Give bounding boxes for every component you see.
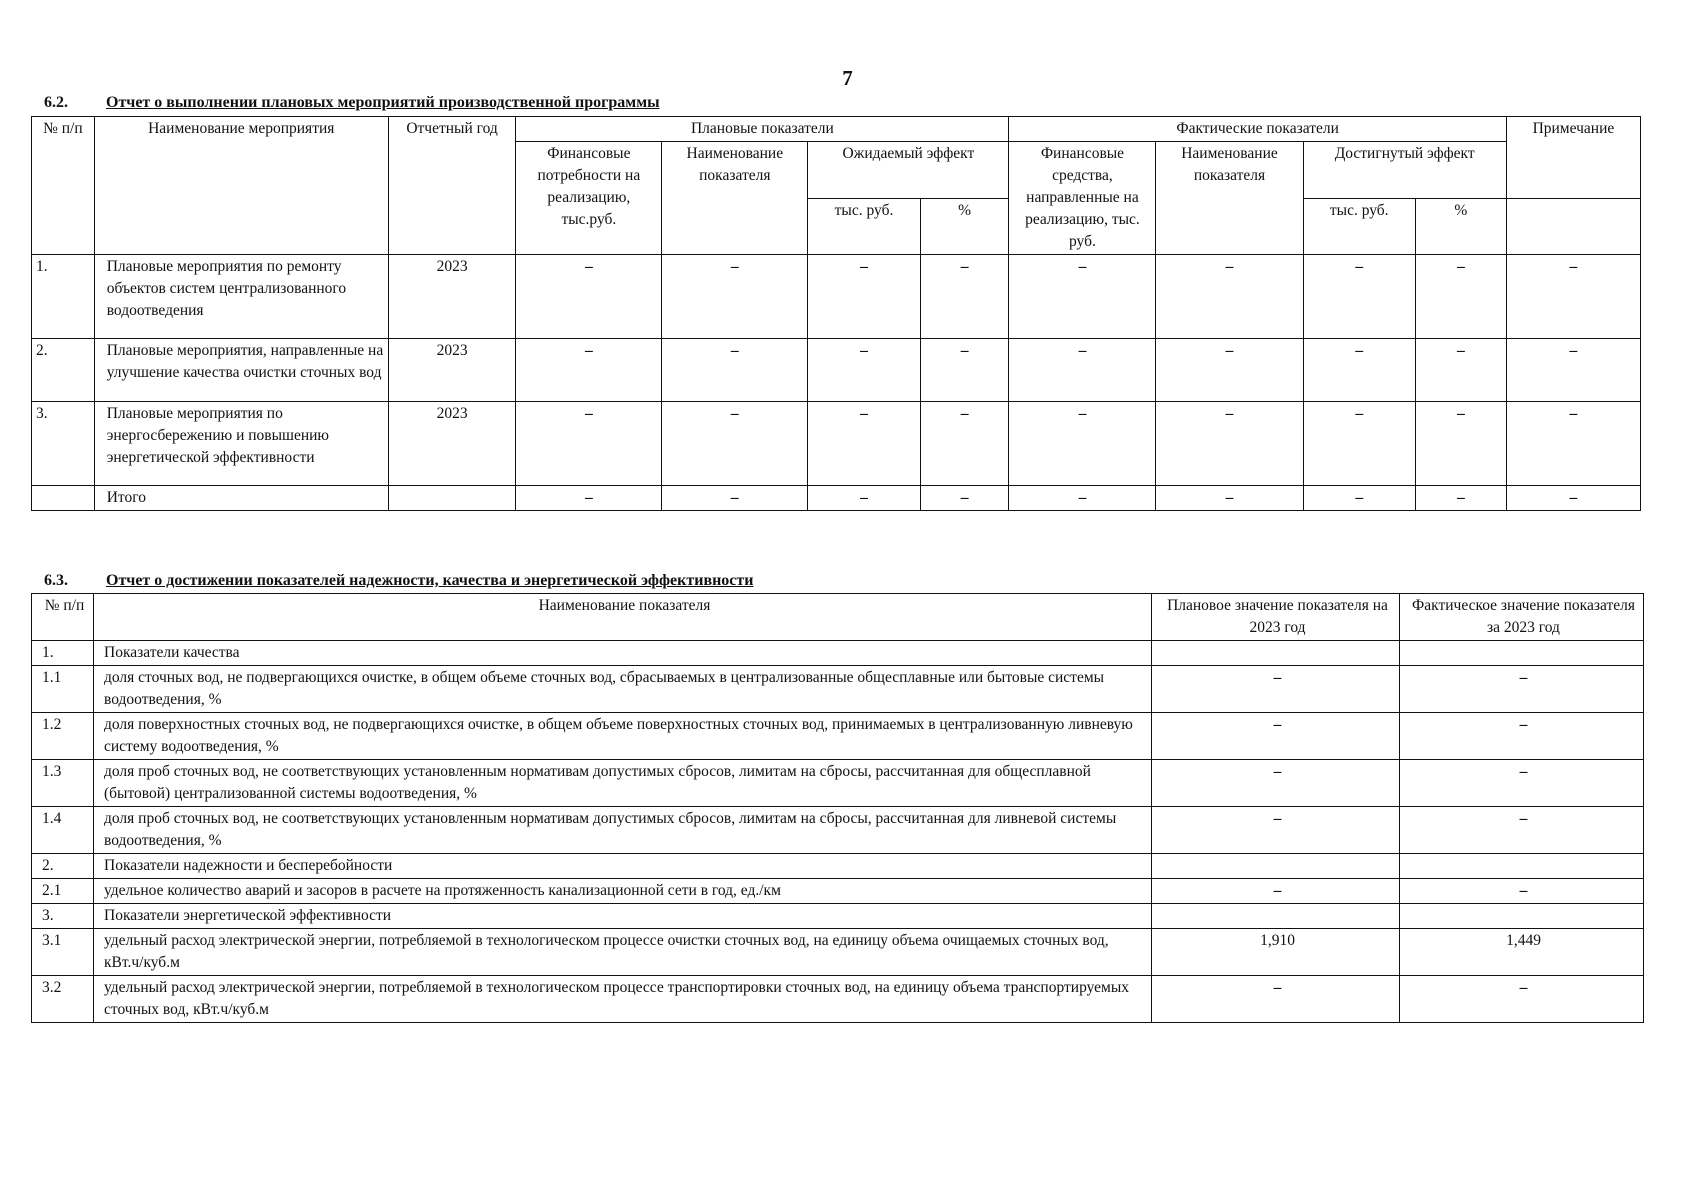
table-row-total (32, 486, 1641, 511)
row-fact: – (1400, 807, 1644, 854)
row-plan (1152, 854, 1400, 879)
cell: – (1303, 402, 1415, 486)
table-row (32, 402, 1641, 486)
table-row (32, 879, 1644, 904)
header-plan-ind: Наименование показателя (662, 142, 808, 255)
header-fact-effect-rub: тыс. руб. (1303, 198, 1415, 255)
page-number: 7 (842, 66, 853, 90)
header-planned: Плановые показатели (516, 117, 1009, 142)
cell: – (1506, 339, 1640, 402)
cell: – (1156, 402, 1303, 486)
row-num: 3. (32, 904, 94, 929)
row-num: 3.2 (32, 976, 94, 1023)
row-name: удельный расход электрической энергии, потребляемой в технологическом процессе транспортировки сточных вод, на единицу объема транспортируемых сточных вод, кВт.ч/куб.м (94, 976, 1152, 1023)
row-plan: – (1152, 760, 1400, 807)
row-plan: – (1152, 666, 1400, 713)
table-row (32, 666, 1644, 713)
cell: – (1009, 486, 1156, 511)
row-name: удельное количество аварий и засоров в расчете на протяженность канализационной сети в год, ед./км (94, 879, 1152, 904)
row-name: Показатели надежности и бесперебойности (94, 854, 1152, 879)
header-fact-fin: Финансовые средства, направленные на реализацию, тыс. руб. (1009, 142, 1156, 255)
table-row (32, 807, 1644, 854)
header-plan: Плановое значение показателя на 2023 год (1152, 594, 1400, 641)
total-label: Итого (94, 486, 388, 511)
cell: – (920, 339, 1009, 402)
row-num: 1.3 (32, 760, 94, 807)
cell: – (1009, 255, 1156, 339)
row-year (388, 486, 516, 511)
row-num: 3. (32, 402, 95, 486)
row-year: 2023 (388, 255, 516, 339)
section-title-text: Отчет о достижении показателей надежности, качества и энергетической эффективности (106, 572, 754, 589)
section-number: 6.3. (44, 572, 68, 589)
table-row (32, 854, 1644, 879)
row-num: 1.2 (32, 713, 94, 760)
row-num: 1. (32, 641, 94, 666)
table-row (32, 255, 1641, 339)
cell: – (808, 486, 920, 511)
row-fact (1400, 854, 1644, 879)
row-name: Плановые мероприятия, направленные на улучшение качества очистки сточных вод (94, 339, 388, 402)
cell: – (1303, 255, 1415, 339)
cell: – (1506, 486, 1640, 511)
row-num: 1.1 (32, 666, 94, 713)
row-plan: – (1152, 713, 1400, 760)
row-num: 1. (32, 255, 95, 339)
row-name: Плановые мероприятия по ремонту объектов систем централизованного водоотведения (94, 255, 388, 339)
cell: – (1156, 339, 1303, 402)
section-6-3-title (44, 572, 753, 590)
cell: – (1506, 402, 1640, 486)
cell: – (1009, 402, 1156, 486)
row-fact (1400, 904, 1644, 929)
section-title-text: Отчет о выполнении плановых мероприятий производственной программы (106, 94, 660, 111)
table-row (32, 713, 1644, 760)
header-name: Наименование показателя (94, 594, 1152, 641)
row-plan: – (1152, 807, 1400, 854)
row-plan (1152, 641, 1400, 666)
cell: – (1303, 486, 1415, 511)
table-row (32, 760, 1644, 807)
cell: – (920, 486, 1009, 511)
header-actual: Фактические показатели (1009, 117, 1506, 142)
table-row (32, 339, 1641, 402)
row-fact: – (1400, 760, 1644, 807)
cell: – (516, 339, 662, 402)
cell: – (662, 486, 808, 511)
cell: – (662, 255, 808, 339)
row-name: Плановые мероприятия по энергосбережению и повышению энергетической эффективности (94, 402, 388, 486)
row-name: доля проб сточных вод, не соответствующих установленным нормативам допустимых сбросов, лимитам на сбросы, рассчитанная для ливневой системы водоотведения, % (94, 807, 1152, 854)
cell: – (1415, 402, 1506, 486)
header-fact: Фактическое значение показателя за 2023 год (1400, 594, 1644, 641)
row-name: Показатели энергетической эффективности (94, 904, 1152, 929)
planned-measures-table (31, 116, 1641, 511)
cell: – (662, 339, 808, 402)
header-num: № п/п (32, 117, 95, 255)
header-plan-effect-rub: тыс. руб. (808, 198, 920, 255)
row-fact: 1,449 (1400, 929, 1644, 976)
row-num: 1.4 (32, 807, 94, 854)
cell: – (1156, 255, 1303, 339)
table-row (32, 641, 1644, 666)
header-fact-effect: Достигнутый эффект (1303, 142, 1506, 199)
row-plan: – (1152, 879, 1400, 904)
row-fact (1400, 641, 1644, 666)
header-plan-fin: Финансовые потребности на реализацию, тыс.руб. (516, 142, 662, 255)
row-fact: – (1400, 879, 1644, 904)
row-num (32, 486, 95, 511)
cell: – (808, 402, 920, 486)
section-6-2-title (44, 94, 660, 112)
row-num: 2.1 (32, 879, 94, 904)
cell: – (1415, 339, 1506, 402)
row-plan (1152, 904, 1400, 929)
table-row (32, 976, 1644, 1023)
row-year: 2023 (388, 402, 516, 486)
row-num: 2. (32, 339, 95, 402)
cell: – (516, 255, 662, 339)
row-year: 2023 (388, 339, 516, 402)
cell: – (662, 402, 808, 486)
section-number: 6.2. (44, 94, 68, 111)
row-plan: 1,910 (1152, 929, 1400, 976)
cell: – (1156, 486, 1303, 511)
cell: – (1009, 339, 1156, 402)
row-plan: – (1152, 976, 1400, 1023)
header-fact-effect-pct: % (1415, 198, 1506, 255)
row-fact: – (1400, 666, 1644, 713)
row-name: удельный расход электрической энергии, потребляемой в технологическом процессе очистки сточных вод, на единицу объема очищаемых сточных вод, кВт.ч/куб.м (94, 929, 1152, 976)
cell: – (1506, 255, 1640, 339)
row-name: доля проб сточных вод, не соответствующих установленным нормативам допустимых сбросов, лимитам на сбросы, рассчитанная для общесплавной (бытовой) централизованной системы водоотведения, % (94, 760, 1152, 807)
cell: – (920, 402, 1009, 486)
cell: – (808, 339, 920, 402)
cell: – (920, 255, 1009, 339)
row-name: доля сточных вод, не подвергающихся очистке, в общем объеме сточных вод, сбрасываемых в централизованные общесплавные или бытовые системы водоотведения, % (94, 666, 1152, 713)
indicators-table (31, 593, 1644, 1023)
row-name: доля поверхностных сточных вод, не подвергающихся очистке, в общем объеме поверхностных сточных вод, принимаемых в централизованную ливневую систему водоотведения, % (94, 713, 1152, 760)
header-plan-effect: Ожидаемый эффект (808, 142, 1009, 199)
cell: – (1303, 339, 1415, 402)
row-fact: – (1400, 713, 1644, 760)
header-num: № п/п (32, 594, 94, 641)
header-plan-effect-pct: % (920, 198, 1009, 255)
header-fact-ind: Наименование показателя (1156, 142, 1303, 255)
header-note-empty (1506, 198, 1640, 255)
header-note: Примечание (1506, 117, 1640, 199)
cell: – (1415, 486, 1506, 511)
cell: – (516, 486, 662, 511)
row-fact: – (1400, 976, 1644, 1023)
table-row (32, 904, 1644, 929)
cell: – (808, 255, 920, 339)
row-num: 2. (32, 854, 94, 879)
header-year: Отчетный год (388, 117, 516, 255)
cell: – (516, 402, 662, 486)
table-row (32, 929, 1644, 976)
row-num: 3.1 (32, 929, 94, 976)
header-name: Наименование мероприятия (94, 117, 388, 255)
row-name: Показатели качества (94, 641, 1152, 666)
cell: – (1415, 255, 1506, 339)
